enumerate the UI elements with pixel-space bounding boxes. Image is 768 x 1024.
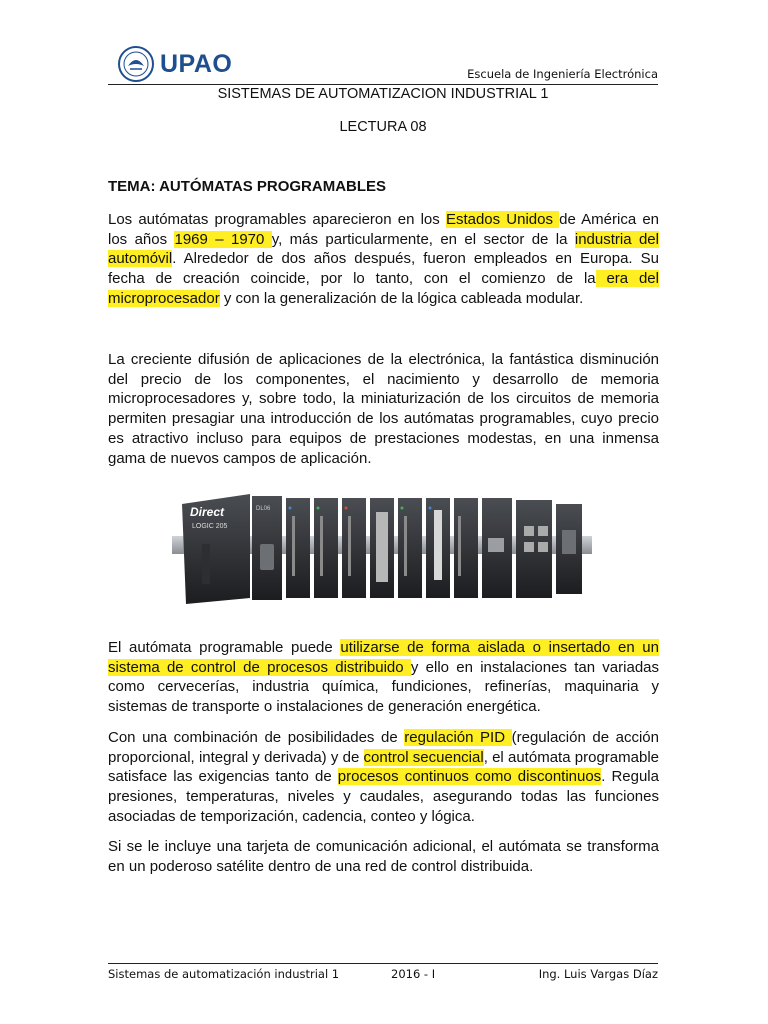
plc-brand-text: Direct: [190, 505, 225, 519]
plc-cpu-label: DL06: [256, 506, 271, 512]
highlighted-text: Estados Unidos: [445, 211, 560, 228]
highlighted-text: 1969 – 1970: [174, 230, 272, 248]
body-text: Los autómatas programables aparecieron en los: [108, 211, 446, 228]
paragraph-4: [108, 728, 659, 827]
footer-divider: [108, 963, 658, 964]
plc-rack-image: [172, 486, 592, 616]
upao-logo: [118, 46, 232, 82]
body-text: La creciente difusión de aplicaciones de la electrónica, la fantástica disminución del precio de los componentes, el nacimiento y desarrollo de memoria microprocesadores y, sobre todo, la miniaturización de los circuitos de memoria permiten presagiar una introducción de los autómatas programables, cuyo precio es atractivo incluso para equipos de prestaciones modestas, en una inmensa gama de nuevos campos de aplicación.: [108, 351, 659, 467]
plc-io-modules: [286, 498, 582, 598]
footer-author: Ing. Luis Vargas Díaz: [538, 967, 658, 981]
paragraph-1: [108, 210, 659, 309]
footer-course: Sistemas de automatización industrial 1: [108, 967, 340, 981]
course-title: SISTEMAS DE AUTOMATIZACION INDUSTRIAL 1: [217, 86, 549, 102]
body-text: , el autómata programable satisface las exigencias tanto de: [108, 748, 659, 786]
header-divider: [108, 84, 658, 85]
body-text: de América en los años: [108, 211, 659, 248]
body-text: y ello en instalaciones tan variadas como cervecerías, industria química, fundiciones, refinerías, maquinaria y sistemas de transporte o instalaciones de generación energética.: [108, 658, 660, 716]
paragraph-5: [108, 837, 659, 876]
page-header: [108, 40, 658, 86]
highlighted-text: era del microprocesador: [108, 270, 659, 307]
highlighted-text: utilizarse de forma aislada o insertado en un sistema de control de procesos distribuido: [108, 639, 659, 676]
university-seal-icon: [118, 46, 154, 82]
lecture-number: LECTURA 08: [339, 119, 427, 135]
highlighted-text: procesos continuos como discontinuos: [337, 768, 602, 786]
body-text: y con la generalización de la lógica cableada modular.: [219, 289, 584, 307]
body-text: Con una combinación de posibilidades de: [108, 729, 405, 746]
body-text: . Alrededor de dos años después, fueron empleados en Europa. Su fecha de creación coincide, por lo tanto, con el comienzo de la: [108, 250, 659, 288]
plc-model-text: LOGIC 205: [192, 523, 228, 530]
body-text: y, más particularmente, en el sector de la: [271, 230, 575, 248]
footer-semester: 2016 - I: [391, 967, 436, 981]
body-text: Si se le incluye una tarjeta de comunicación adicional, el autómata se transforma en un poderoso satélite dentro de una red de control distribuida.: [108, 838, 659, 875]
highlighted-text: industria del automóvil: [108, 230, 659, 268]
school-name: Escuela de Ingeniería Electrónica: [467, 67, 658, 81]
paragraph-3: [108, 638, 659, 717]
highlighted-text: regulación PID: [404, 729, 512, 746]
plc-serial-port: [260, 544, 274, 570]
body-text: El autómata programable puede: [108, 639, 341, 656]
body-text: (regulación de acción proporcional, integral y derivada) y de: [108, 729, 659, 766]
logo-text: UPAO: [160, 49, 233, 78]
body-text: . Regula presiones, temperaturas, niveles y caudales, asegurando todas las funciones asociadas de temporización, cadencia, conteo y lógica.: [108, 768, 659, 825]
plc-terminals: [202, 544, 210, 584]
highlighted-text: control secuencial: [363, 748, 484, 766]
paragraph-2: [108, 350, 659, 468]
topic-heading: TEMA: AUTÓMATAS PROGRAMABLES: [108, 178, 387, 195]
